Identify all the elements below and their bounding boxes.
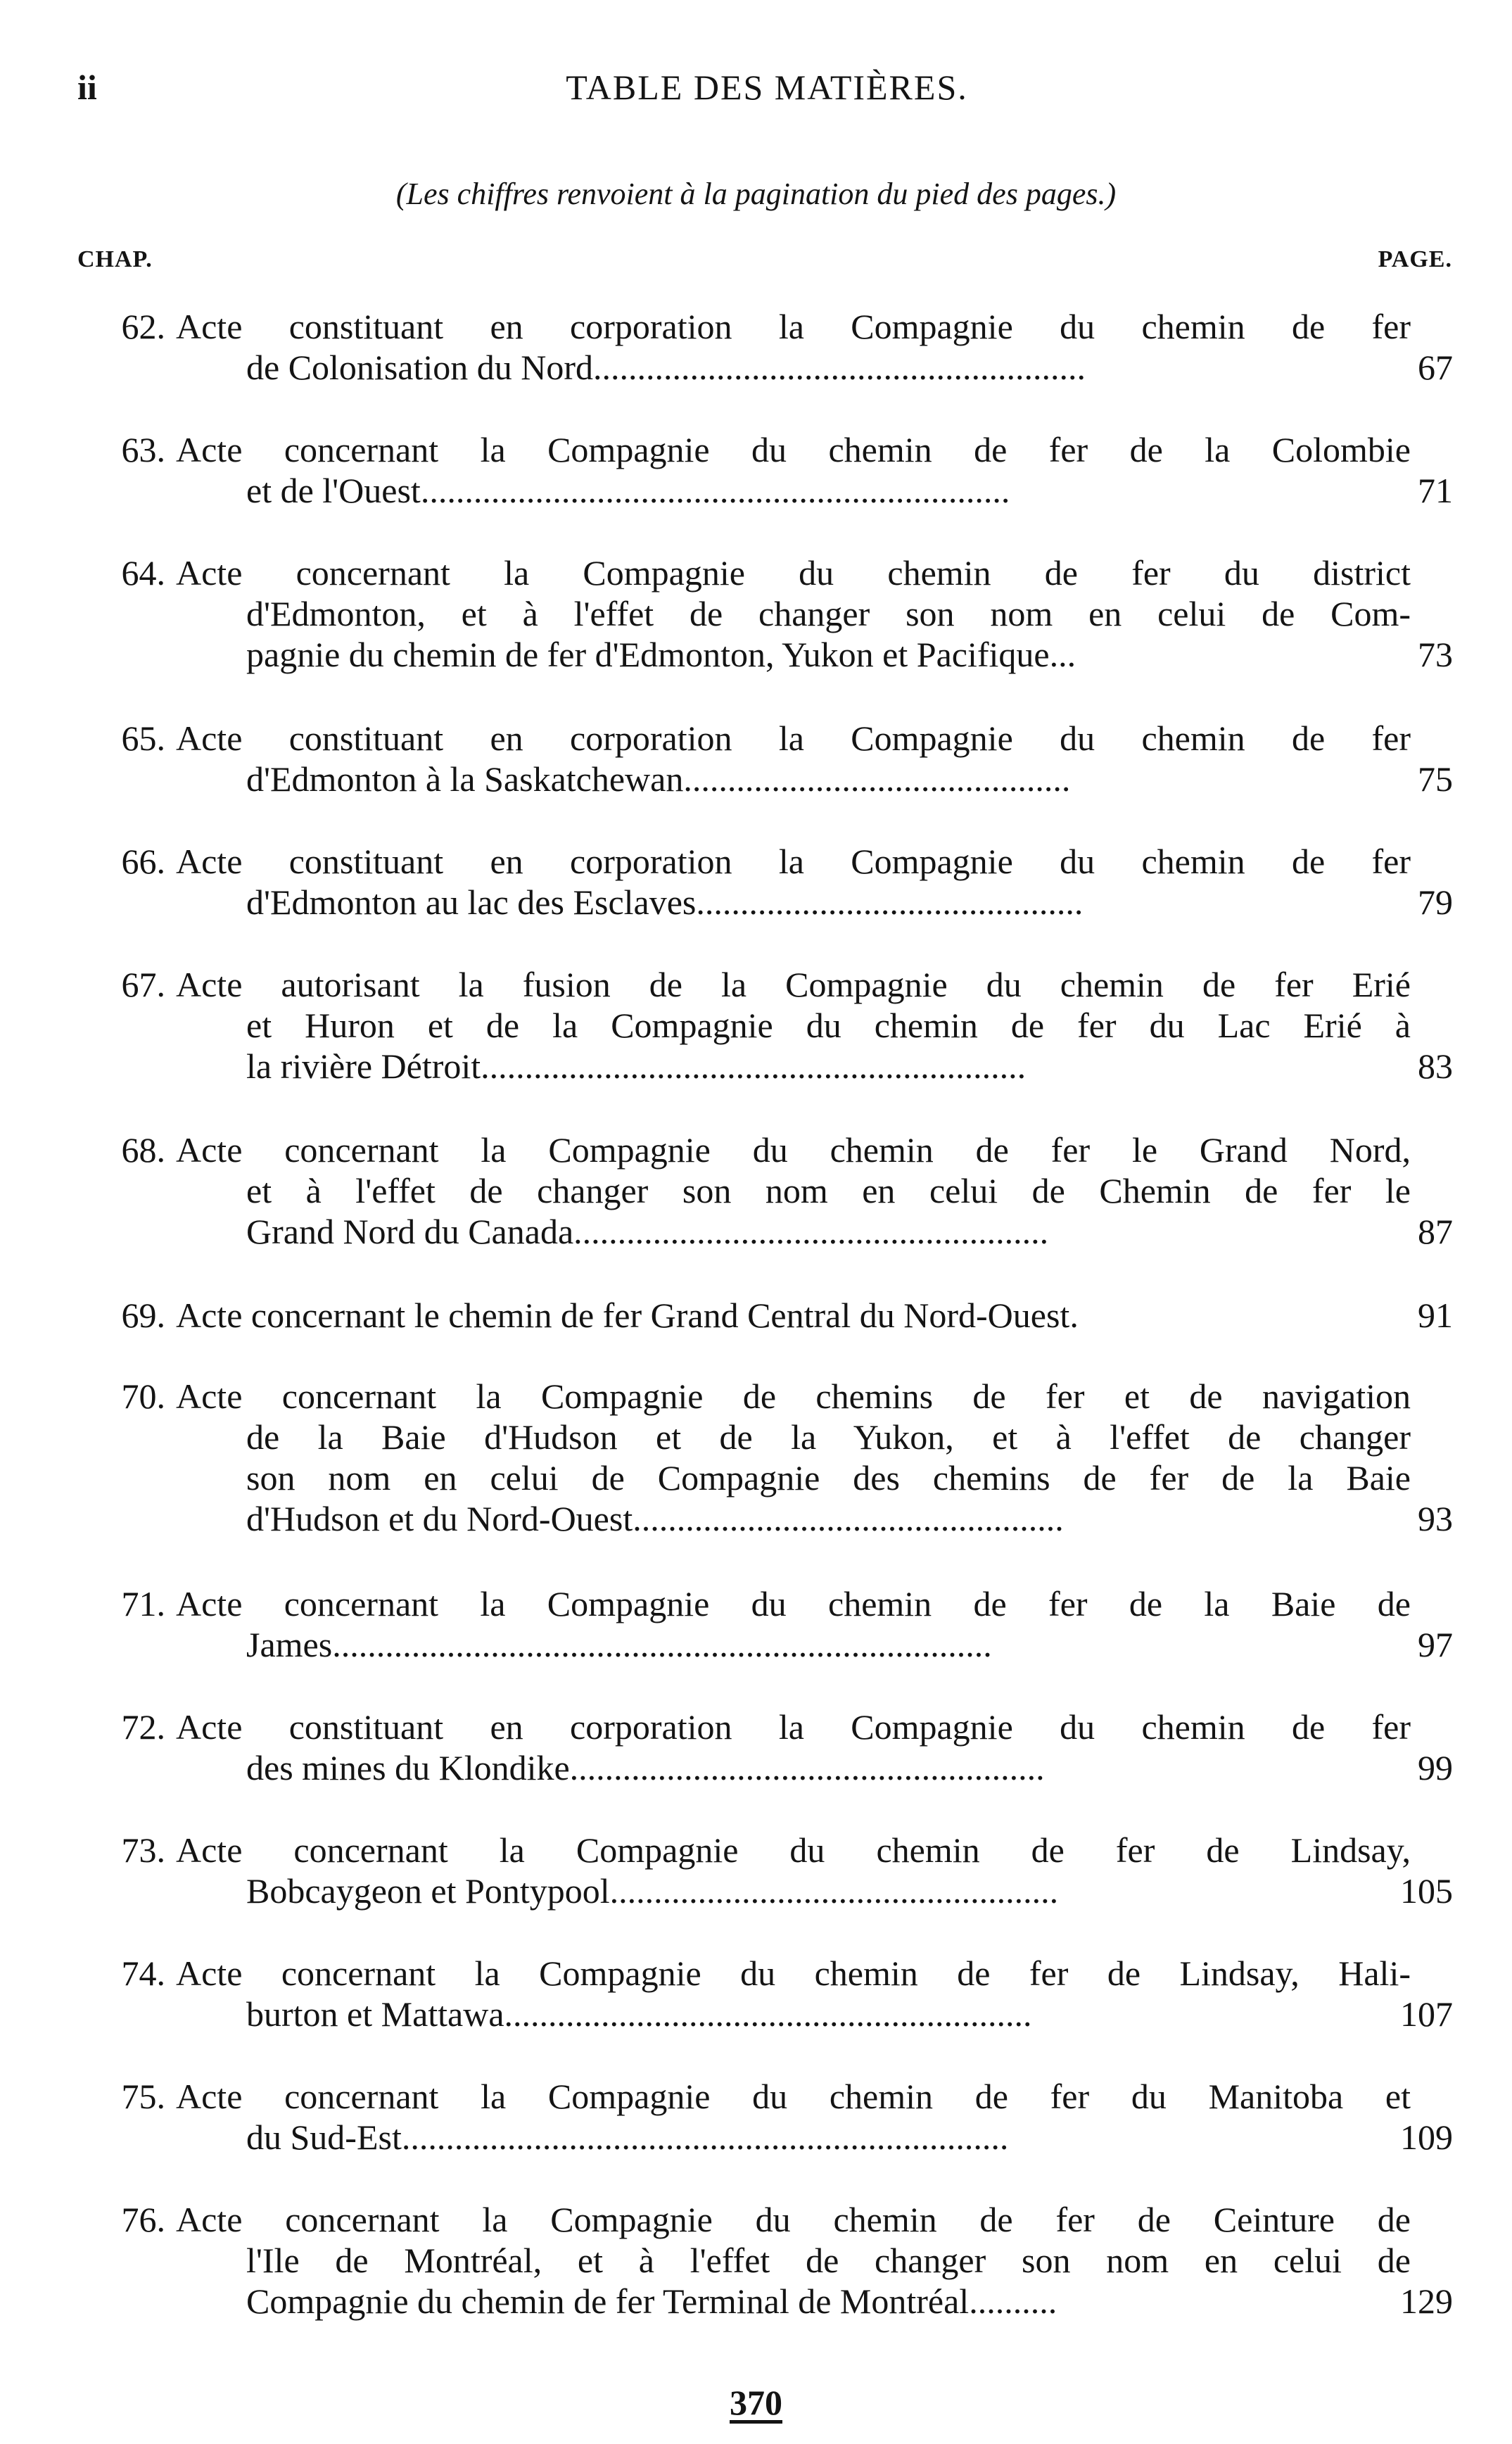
chapter-number: 65. <box>121 718 165 758</box>
page-number: ii <box>77 68 97 107</box>
entry-title-line: Compagnie du chemin de fer Terminal de Montréal.......... <box>246 2281 1057 2321</box>
entry-title-line: Acte concernant la Compagnie du chemin de fer du district <box>176 553 1411 593</box>
entry-title <box>176 429 1411 511</box>
entry-title-line: Acte constituant en corporation la Compagnie du chemin de fer <box>176 307 1411 346</box>
chapter-number: 73. <box>121 1830 165 1870</box>
entry-title-line: Acte concernant la Compagnie du chemin de fer le Grand Nord, <box>176 1130 1411 1170</box>
page-header <box>77 67 1456 123</box>
entry-title-line: Acte autorisant la fusion de la Compagnie du chemin de fer Erié <box>176 965 1411 1004</box>
chapter-number: 64. <box>121 553 165 593</box>
entry-title <box>176 1583 1411 1665</box>
entry-title-line: Acte constituant en corporation la Compagnie du chemin de fer <box>176 1707 1411 1747</box>
running-title: TABLE DES MATIÈRES. <box>566 68 968 107</box>
entry-title-line: et de l'Ouest................................................................... <box>246 471 1010 510</box>
chapter-number: 69. <box>121 1296 165 1335</box>
entry-title <box>176 2199 1411 2322</box>
entry-title-line: Acte concernant la Compagnie du chemin de fer de Ceinture de <box>176 2200 1411 2239</box>
pagination-note: (Les chiffres renvoient à la pagination du pied des pages.) <box>395 177 1117 211</box>
entry-title <box>176 841 1411 923</box>
entry-title-line: son nom en celui de Compagnie des chemins de fer de la Baie <box>246 1458 1411 1498</box>
entry-title <box>176 2076 1411 2158</box>
entry-title <box>176 1295 1411 1336</box>
entry-title-line: l'Ile de Montréal, et à l'effet de changer son nom en celui de <box>246 2241 1411 2280</box>
page-footer-number: 370 <box>730 2383 782 2422</box>
entry-title-line: pagnie du chemin de fer d'Edmonton, Yukon et Pacifique... <box>246 635 1076 674</box>
entry-title-line: d'Edmonton au lac des Esclaves............................................ <box>246 882 1084 922</box>
entry-title-line: du Sud-Est..................................................................... <box>246 2117 1009 2157</box>
page-reference: 97 <box>1418 1625 1453 1664</box>
chapter-number: 66. <box>121 842 165 881</box>
entry-title <box>176 1830 1411 1911</box>
page-reference: 109 <box>1400 2117 1453 2157</box>
chapter-number: 75. <box>121 2077 165 2116</box>
entry-title-line: Acte concernant le chemin de fer Grand Central du Nord-Ouest. <box>176 1296 1079 1335</box>
entry-title-line: Acte constituant en corporation la Compagnie du chemin de fer <box>176 842 1411 881</box>
entry-title-line: Grand Nord du Canada...................................................... <box>246 1212 1049 1251</box>
entry-title-line: et à l'effet de changer son nom en celui de Chemin de fer le <box>246 1171 1411 1210</box>
page-reference: 73 <box>1418 635 1453 674</box>
entry-title-line: burton et Mattawa............................................................ <box>246 1994 1032 2034</box>
entry-title-line: et Huron et de la Compagnie du chemin de fer du Lac Erié à <box>246 1006 1411 1045</box>
page-reference: 105 <box>1400 1871 1453 1911</box>
entry-title-line: Acte concernant la Compagnie du chemin de fer du Manitoba et <box>176 2077 1411 2116</box>
entry-title-line: Acte concernant la Compagnie du chemin de fer de la Baie de <box>176 1584 1411 1623</box>
page-reference: 75 <box>1418 759 1453 799</box>
page-reference: 107 <box>1400 1994 1453 2034</box>
entry-title-line: des mines du Klondike...................................................... <box>246 1748 1045 1787</box>
entry-title-line: Acte concernant la Compagnie du chemin de fer de Lindsay, <box>176 1830 1411 1870</box>
chapter-number: 70. <box>121 1376 165 1416</box>
column-heading-chap: CHAP. <box>77 246 153 272</box>
chapter-number: 63. <box>121 430 165 469</box>
entry-title-line: de la Baie d'Hudson et de la Yukon, et à l'effet de changer <box>246 1417 1411 1457</box>
chapter-number: 71. <box>121 1584 165 1623</box>
page-reference: 67 <box>1418 348 1453 387</box>
entry-title-line: Acte concernant la Compagnie du chemin de fer de la Colombie <box>176 430 1411 469</box>
page-reference: 87 <box>1418 1212 1453 1251</box>
page-reference: 99 <box>1418 1748 1453 1787</box>
entry-title <box>176 552 1411 675</box>
chapter-number: 74. <box>121 1954 165 1993</box>
page-reference: 79 <box>1418 882 1453 922</box>
entry-title-line: d'Edmonton à la Saskatchewan............................................ <box>246 759 1071 799</box>
entry-title-line: Bobcaygeon et Pontypool................................................... <box>246 1871 1059 1911</box>
entry-title <box>176 1953 1411 2034</box>
entry-title-line: James........................................................................... <box>246 1625 992 1664</box>
entry-title <box>176 1129 1411 1252</box>
entry-title <box>176 964 1411 1087</box>
entry-title-line: Acte concernant la Compagnie du chemin de fer de Lindsay, Hali- <box>176 1954 1411 1993</box>
entry-title-line: Acte constituant en corporation la Compagnie du chemin de fer <box>176 718 1411 758</box>
entry-title-line: la rivière Détroit.............................................................. <box>246 1046 1027 1086</box>
entry-title <box>176 306 1411 388</box>
chapter-number: 67. <box>121 965 165 1004</box>
entry-title-line: d'Edmonton, et à l'effet de changer son nom en celui de Com- <box>246 594 1411 633</box>
chapter-number: 62. <box>121 307 165 346</box>
entry-title <box>176 1707 1411 1788</box>
page-reference: 83 <box>1418 1046 1453 1086</box>
column-heading-page: PAGE. <box>1378 246 1452 272</box>
page-reference: 91 <box>1418 1296 1453 1335</box>
page-reference: 129 <box>1400 2281 1453 2321</box>
page-reference: 71 <box>1418 471 1453 510</box>
entry-title <box>176 718 1411 799</box>
entry-title <box>176 1376 1411 1539</box>
chapter-number: 72. <box>121 1707 165 1747</box>
entry-title-line: d'Hudson et du Nord-Ouest................................................. <box>246 1499 1064 1538</box>
page-reference: 93 <box>1418 1499 1453 1538</box>
entry-title-line: Acte concernant la Compagnie de chemins de fer et de navigation <box>176 1376 1411 1416</box>
chapter-number: 76. <box>121 2200 165 2239</box>
chapter-number: 68. <box>121 1130 165 1170</box>
entry-title-line: de Colonisation du Nord........................................................ <box>246 348 1086 387</box>
